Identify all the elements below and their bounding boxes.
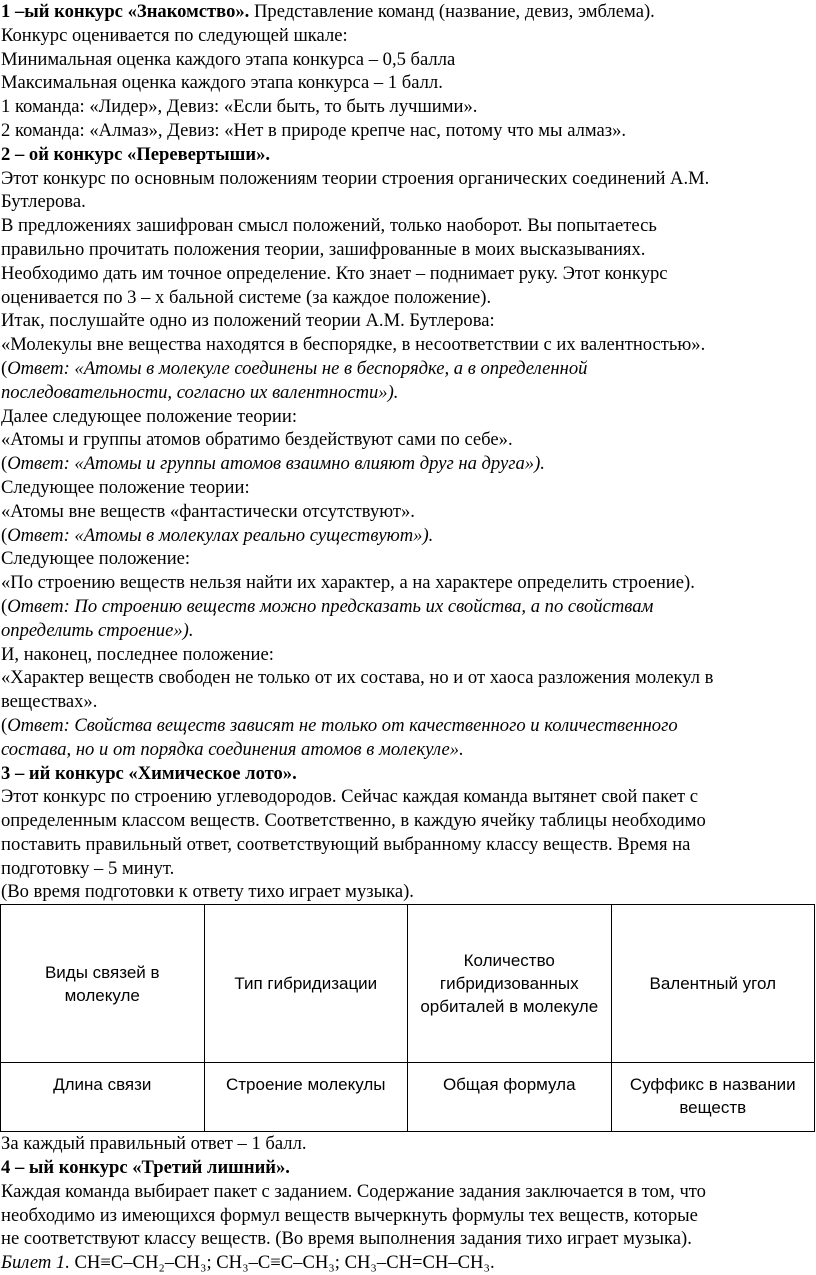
statement-5-line-2: веществах». (1, 691, 98, 713)
statement-4: «По строению веществ нельзя найти их характер, а на характере определить строение). (1, 572, 695, 594)
table-cell: Длина связи (1, 1063, 205, 1132)
table-row (1, 905, 815, 1063)
statement-1: «Молекулы вне вещества находятся в беспорядке, в несоответствии с их валентностью». (1, 334, 706, 356)
answer-5-line-2: состава, но и от порядка соединения атомов в молекуле». (1, 738, 464, 760)
paragraph-line: Следующее положение: (1, 548, 191, 570)
table-cell: Виды связей в молекуле (1, 905, 205, 1063)
contest-1-heading-line (1, 0, 813, 24)
answer-1-line-1: (Ответ: «Атомы в молекуле соединены не в беспорядке, а в определенной (1, 357, 588, 379)
paragraph-line: Этот конкурс по основным положениям теории строения органических соединений А.М. (1, 167, 710, 189)
paragraph-line: Необходимо дать им точное определение. Кто знает – поднимает руку. Этот конкурс (1, 262, 668, 284)
paragraph-line: И, наконец, последнее положение: (1, 643, 274, 665)
answer-3-line: (Ответ: «Атомы в молекулах реально существуют»). (1, 524, 434, 546)
table-cell: Тип гибридизации (204, 905, 408, 1063)
contest-3-heading: 3 – ий конкурс «Химическое лото». (1, 762, 297, 784)
answer-4-line-1: (Ответ: По строению веществ можно предсказать их свойства, а по свойствам (1, 595, 654, 617)
paragraph-line: поставить правильный ответ, соответствующий выбранному классу веществ. Время на (1, 833, 691, 855)
paragraph-line: Итак, послушайте одно из положений теории А.М. Бутлерова: (1, 310, 495, 332)
paragraph-line: Минимальная оценка каждого этапа конкурса – 0,5 балла (1, 48, 456, 70)
ticket-label: Билет 1. (1, 1252, 70, 1274)
answer-5-text: Ответ: Свойства веществ зависят не только от качественного и количественного (7, 714, 678, 736)
answer-5-line-1: (Ответ: Свойства веществ зависят не только от качественного и количественного (1, 714, 678, 736)
contest-1-heading: 1 –ый конкурс «Знакомство». (1, 1, 250, 22)
paragraph-line: оценивается по 3 – х бальной системе (за каждое положение). (1, 286, 492, 308)
ticket-formulas: CH≡C–CH₂–CH₃; CH₃–C≡C–CH₃; CH₃–CH=CH–CH₃. (74, 1252, 495, 1274)
answer-2-line: (Ответ: «Атомы и группы атомов взаимно влияют друг на друга»). (1, 453, 545, 475)
scoring-note: За каждый правильный ответ – 1 балл. (1, 1133, 307, 1155)
table-cell: Общая формула (408, 1063, 612, 1132)
answer-1-line-2: последовательности, согласно их валентности»). (1, 381, 399, 403)
paragraph-line: (Во время подготовки к ответу тихо играет музыка). (1, 881, 414, 903)
paragraph-line: Конкурс оценивается по следующей шкале: (1, 24, 348, 46)
paragraph-line: Бутлерова. (1, 191, 86, 213)
contest-4-heading: 4 – ый конкурс «Третий лишний». (1, 1157, 290, 1179)
paragraph-line: определенным классом веществ. Соответственно, в каждую ячейку таблицы необходимо (1, 810, 706, 832)
team-2-line: 2 команда: «Алмаз», Девиз: «Нет в природе крепче нас, потому что мы алмаз». (1, 119, 627, 141)
statement-3: «Атомы вне веществ «фантастически отсутствуют». (1, 500, 415, 522)
paragraph-line: В предложениях зашифрован смысл положений, только наоборот. Вы попытаетесь (1, 215, 657, 237)
paragraph-line: Каждая команда выбирает пакет с заданием. Содержание задания заключается в том, что (1, 1180, 706, 1202)
paragraph-line: Далее следующее положение теории: (1, 405, 298, 427)
answer-1-text: Ответ: «Атомы в молекуле соединены не в беспорядке, а в определенной (7, 357, 588, 379)
team-1-line: 1 команда: «Лидер», Девиз: «Если быть, то быть лучшими». (1, 96, 478, 118)
paragraph-line: подготовку – 5 минут. (1, 857, 175, 879)
paragraph-line: Максимальная оценка каждого этапа конкурса – 1 балл. (1, 72, 443, 94)
contest-1-heading-rest: Представление команд (название, девиз, эмблема). (249, 1, 655, 22)
table-cell: Суффикс в названии веществ (611, 1063, 815, 1132)
table-cell: Строение молекулы (204, 1063, 408, 1132)
answer-4-line-2: определить строение»). (1, 619, 194, 641)
table-cell: Валентный угол (611, 905, 815, 1063)
document-page (1, 0, 813, 1275)
paragraph-line: не соответствуют классу веществ. (Во время выполнения задания тихо играет музыка). (1, 1228, 692, 1250)
paragraph-line: правильно прочитать положения теории, зашифрованные в моих высказываниях. (1, 238, 646, 260)
contest-2-heading: 2 – ой конкурс «Перевертыши». (1, 143, 271, 165)
paragraph-line: необходимо из имеющихся формул веществ вычеркнуть формулы тех веществ, которые (1, 1204, 698, 1226)
answer-2-text: Ответ: «Атомы и группы атомов взаимно влияют друг на друга»). (7, 453, 545, 475)
statement-5-line-1: «Характер веществ свободен не только от их состава, но и от хаоса разложения молекул в (1, 667, 714, 689)
statement-2: «Атомы и группы атомов обратимо бездействуют сами по себе». (1, 429, 513, 451)
ticket-line (1, 1251, 813, 1275)
paragraph-line: Этот конкурс по строению углеводородов. Сейчас каждая команда вытянет свой пакет с (1, 786, 699, 808)
table-row (1, 1063, 815, 1132)
paragraph-line: Следующее положение теории: (1, 476, 250, 498)
table-cell: Количество гибридизованных орбиталей в молекуле (408, 905, 612, 1063)
lotto-table (0, 904, 815, 1132)
answer-4-text: Ответ: По строению веществ можно предсказать их свойства, а по свойствам (7, 595, 654, 617)
answer-3-text: Ответ: «Атомы в молекулах реально существуют»). (7, 524, 434, 546)
